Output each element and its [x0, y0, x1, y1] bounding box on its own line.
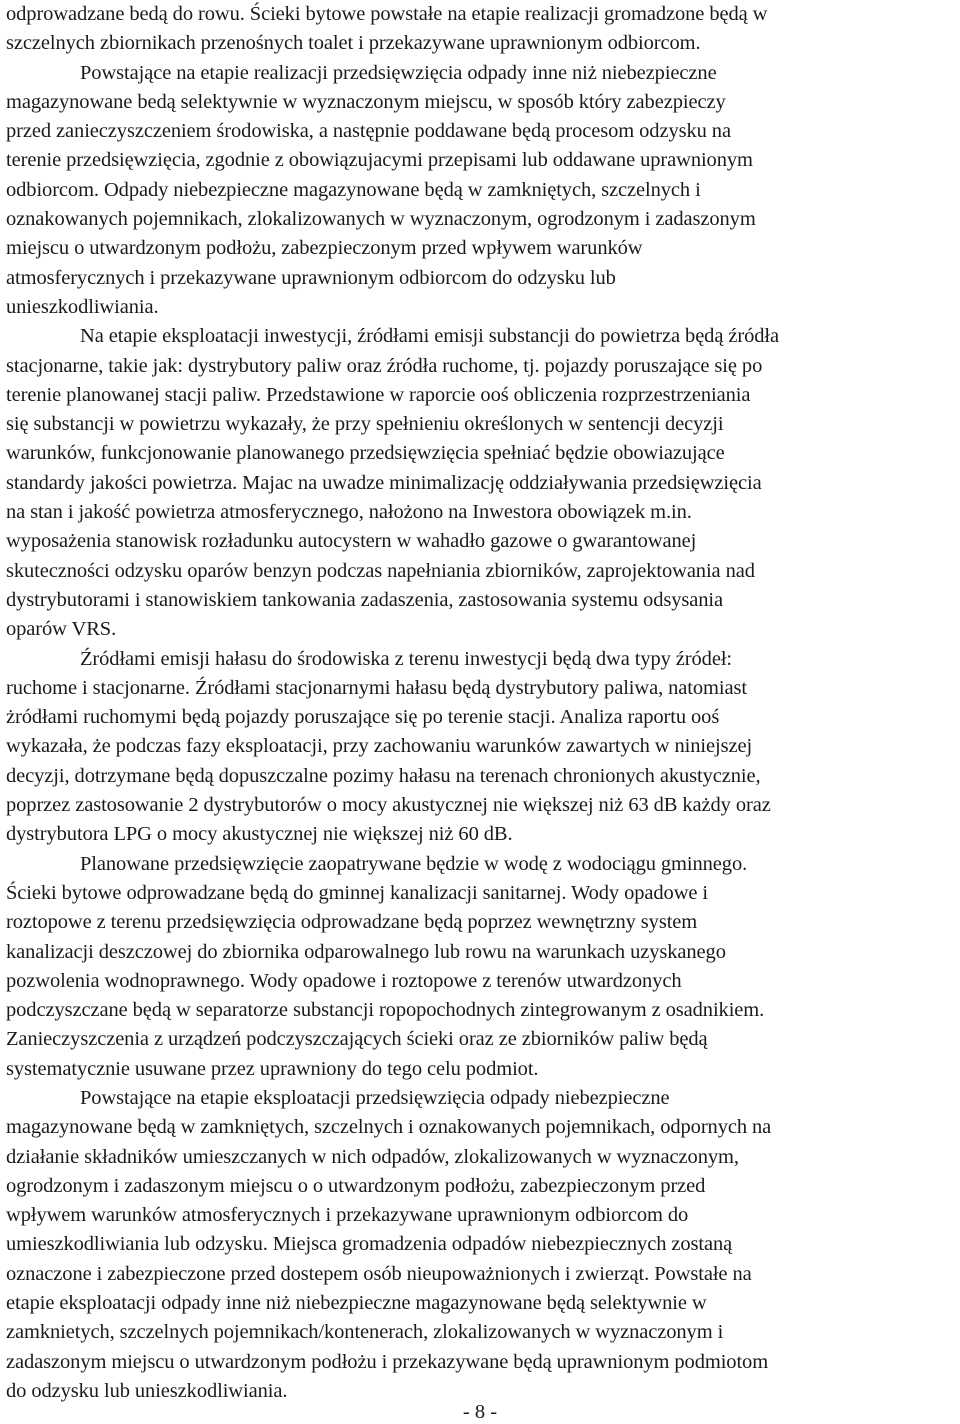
text-line: oznakowanych pojemnikach, zlokalizowanych w wyznaczonym, ogrodzonym i zadaszonym	[6, 208, 756, 231]
text-line: szczelnych zbiornikach przenośnych toalet i przekazywane uprawnionym odbiorcom.	[6, 32, 701, 55]
text-line: roztopowe z terenu przedsięwzięcia odprowadzane będą poprzez wewnętrzny system	[6, 911, 698, 934]
text-line: Powstające na etapie realizacji przedsięwzięcia odpady inne niż niebezpieczne	[80, 61, 717, 84]
text-line: wykazała, że podczas fazy eksploatacji, przy zachowaniu warunków zawartych w niniejszej	[6, 735, 753, 758]
text-line: podczyszczane będą w separatorze substancji ropopochodnych zintegrowanym z osadnikiem.	[6, 999, 765, 1022]
text-line: skuteczności odzysku oparów benzyn podczas napełniania zbiorników, zaprojektowania nad	[6, 559, 755, 582]
text-line: zadaszonym miejscu o utwardzonym podłożu i przekazywane będą uprawnionym podmiotom	[6, 1350, 769, 1373]
text-line: miejscu o utwardzonym podłożu, zabezpieczonym przed wpływem warunków	[6, 237, 643, 260]
text-line: dystrybutora LPG o mocy akustycznej nie większej niż 60 dB.	[6, 823, 513, 846]
text-line: oparów VRS.	[6, 618, 117, 641]
text-line: ruchome i stacjonarne. Źródłami stacjonarnymi hałasu będą dystrybutory paliwa, natomiast	[6, 676, 747, 699]
text-line: kanalizacji deszczowej do zbiornika odparowalnego lub rowu na warunkach uzyskanego	[6, 940, 726, 963]
text-line: Ścieki bytowe odprowadzane będą do gminnej kanalizacji sanitarnej. Wody opadowe i	[6, 881, 709, 904]
text-line: terenie przedsięwzięcia, zgodnie z obowiązujacymi przepisami lub oddawane uprawnionym	[6, 149, 753, 172]
text-line: Zanieczyszczenia z urządzeń podczyszczających ścieki oraz ze zbiorników paliw będą	[6, 1028, 708, 1051]
text-line: dystrybutorami i stanowiskiem tankowania zadaszenia, zastosowania systemu odsysania	[6, 588, 723, 611]
text-line: zamknietych, szczelnych pojemnikach/kontenerach, zlokalizowanych w wyznaczonym i	[6, 1321, 724, 1344]
text-line: ogrodzonym i zadaszonym miejscu o o utwardzonym podłożu, zabezpieczonym przed	[6, 1174, 706, 1197]
text-line: poprzez zastosowanie 2 dystrybutorów o mocy akustycznej nie większej niż 63 dB każdy oraz	[6, 794, 771, 817]
text-line: magazynowane bedą selektywnie w wyznaczonym miejscu, w sposób który zabezpieczy	[6, 90, 726, 113]
text-line: Na etapie eksploatacji inwestycji, źródłami emisji substancji do powietrza będą źródła	[80, 325, 779, 348]
text-line: Źródłami emisji hałasu do środowiska z terenu inwestycji będą dwa typy źródeł:	[80, 647, 733, 670]
text-line: wpływem warunków atmosferycznych i przekazywane uprawnionym odbiorcom do	[6, 1204, 689, 1227]
text-line: pozwolenia wodnoprawnego. Wody opadowe i roztopowe z terenów utwardzonych	[6, 969, 682, 992]
text-line: przed zanieczyszczeniem środowiska, a następnie poddawane będą procesom odzysku na	[6, 120, 731, 143]
text-line: się substancji w powietrzu wykazały, że przy spełnieniu określonych w sentencji decyzji	[6, 413, 724, 436]
text-line: wyposażenia stanowisk rozładunku autocystern w wahadło gazowe o gwarantowanej	[6, 530, 697, 553]
text-line: decyzji, dotrzymane będą dopuszczalne pozimy hałasu na terenach chronionych akustycznie,	[6, 764, 761, 787]
text-line: systematycznie usuwane przez uprawniony do tego celu podmiot.	[6, 1057, 539, 1080]
text-line: stacjonarne, takie jak: dystrybutory paliw oraz źródła ruchome, tj. pojazdy poruszające się po	[6, 354, 763, 377]
text-line: etapie eksploatacji odpady inne niż niebezpieczne magazynowane będą selektywnie w	[6, 1292, 707, 1315]
text-line: umieszkodliwiania lub odzysku. Miejsca gromadzenia odpadów niebezpiecznych zostaną	[6, 1233, 733, 1256]
body-text	[6, 0, 954, 1406]
text-line: standardy jakości powietrza. Majac na uwadze minimalizację oddziaływania przedsięwzięcia	[6, 471, 762, 494]
text-line: żródłami ruchomymi będą pojazdy poruszające się po terenie stacji. Analiza raportu ooś	[6, 706, 720, 729]
text-line: na stan i jakość powietrza atmosferycznego, nałożono na Inwestora obowiązek m.in.	[6, 501, 692, 524]
text-line: Planowane przedsięwzięcie zaopatrywane będzie w wodę z wodociągu gminnego.	[80, 852, 748, 875]
text-line: odbiorcom. Odpady niebezpieczne magazynowane będą w zamkniętych, szczelnych i	[6, 178, 701, 201]
text-line: odprowadzane bedą do rowu. Ścieki bytowe powstałe na etapie realizacji gromadzone będą w	[6, 3, 768, 25]
text-line: magazynowane będą w zamkniętych, szczelnych i oznakowanych pojemnikach, odpornych na	[6, 1116, 772, 1139]
text-line: terenie planowanej stacji paliw. Przedstawione w raporcie ooś obliczenia rozprzestrzeniania	[6, 383, 751, 406]
page-number: - 8 -	[462, 1401, 498, 1423]
text-line: atmosferycznych i przekazywane uprawnionym odbiorcom do odzysku lub	[6, 266, 616, 289]
text-line: do odzysku lub unieszkodliwiania.	[6, 1379, 288, 1402]
text-line: działanie składników umieszczanych w nich odpadów, zlokalizowanych w wyznaczonym,	[6, 1145, 739, 1168]
text-line: warunków, funkcjonowanie planowanego przedsięwzięcia spełniać będzie obowiazujące	[6, 442, 725, 465]
text-line: unieszkodliwiania.	[6, 295, 159, 318]
text-line: Powstające na etapie eksploatacji przedsięwzięcia odpady niebezpieczne	[80, 1086, 670, 1109]
text-line: oznaczone i zabezpieczone przed dostepem osób nieupoważnionych i zwierząt. Powstałe na	[6, 1262, 752, 1285]
